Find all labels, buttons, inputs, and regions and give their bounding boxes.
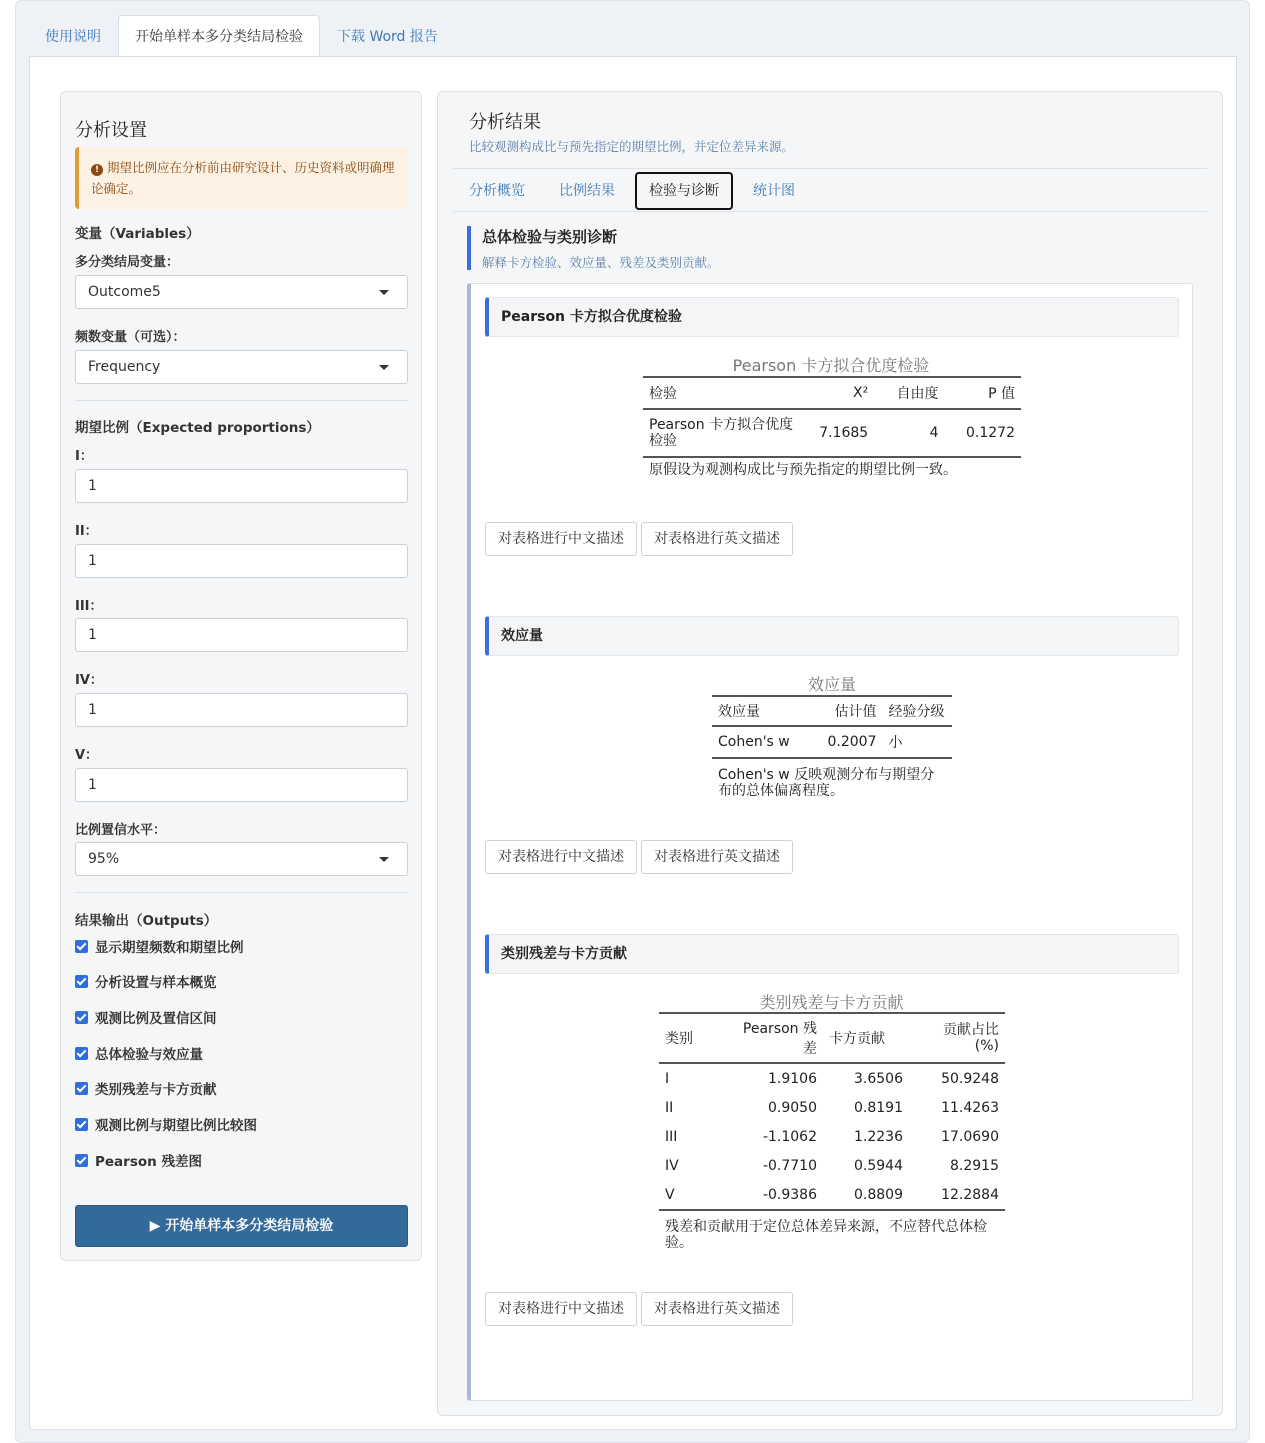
col-header: X² [804, 377, 874, 409]
prop-input-1[interactable] [75, 469, 408, 503]
sidebar-title: 分析设置 [75, 120, 147, 141]
table-cell: -0.9386 [723, 1180, 823, 1210]
checkbox-label: 类别残差与卡方贡献 [95, 1082, 217, 1098]
info-icon: ! [91, 164, 103, 176]
checkbox-checked-icon[interactable] [75, 1118, 88, 1131]
tab-run-test[interactable]: 开始单样本多分类结局检验 [118, 15, 320, 57]
output-checkbox-7[interactable] [75, 1151, 202, 1169]
tab-download-report[interactable]: 下载 Word 报告 [337, 29, 438, 45]
table-cell: 12.2884 [909, 1180, 1005, 1210]
table-note: 原假设为观测构成比与预先指定的期望比例一致。 [649, 462, 957, 478]
chisq-table-caption: Pearson 卡方拟合优度检验 [732, 356, 930, 375]
describe-cn-button[interactable]: 对表格进行中文描述 [485, 1292, 637, 1326]
col-header: 经验分级 [883, 696, 953, 726]
output-checkbox-5[interactable] [75, 1079, 217, 1097]
table-cell: 0.1272 [945, 409, 1021, 457]
frequency-select[interactable] [75, 350, 408, 384]
describe-en-button[interactable]: 对表格进行英文描述 [641, 840, 793, 874]
table-cell: II [665, 1099, 674, 1116]
prop-label-4: IV： [75, 673, 103, 688]
tab-plots[interactable]: 统计图 [753, 183, 795, 199]
table-cell: III [665, 1128, 678, 1145]
table-note: Cohen's w 反映观测分布与期望分布的总体偏离程度。 [718, 767, 935, 799]
table-cell: 0.2007 [822, 726, 883, 758]
frequency-value: Frequency [88, 359, 161, 375]
checkbox-checked-icon[interactable] [75, 940, 88, 953]
tab-instructions[interactable]: 使用说明 [45, 29, 101, 45]
table-cell: Pearson 卡方拟合优度检验 [643, 409, 804, 457]
col-header: 效应量 [712, 696, 822, 726]
results-panel [437, 91, 1223, 1416]
describe-en-button[interactable]: 对表格进行英文描述 [641, 1292, 793, 1326]
effect-table-caption: 效应量 [807, 675, 856, 694]
prop-label-1: I： [75, 449, 93, 464]
prop-label-5: V： [75, 748, 99, 763]
checkbox-checked-icon[interactable] [75, 1154, 88, 1167]
residual-table-caption: 类别残差与卡方贡献 [759, 993, 904, 1012]
checkbox-checked-icon[interactable] [75, 1011, 88, 1024]
table-cell: 0.9050 [768, 1099, 817, 1116]
table-cell: 0.8191 [854, 1099, 903, 1116]
results-subtitle: 比较观测构成比与预先指定的期望比例，并定位差异来源。 [469, 139, 795, 154]
residual-table [659, 1012, 1005, 1251]
col-header: 卡方贡献 [823, 1013, 909, 1063]
frequency-label: 频数变量（可选）： [75, 330, 186, 345]
col-header: P 值 [945, 377, 1021, 409]
table-cell: 小 [883, 726, 953, 758]
prop-label-3: III： [75, 599, 103, 614]
expected-proportions-heading: 期望比例（Expected proportions） [75, 420, 320, 436]
prop-label-2: II： [75, 524, 98, 539]
table-cell: Cohen's w [712, 726, 822, 758]
checkbox-checked-icon[interactable] [75, 975, 88, 988]
table-cell: 3.6506 [854, 1070, 903, 1087]
checkbox-label: Pearson 残差图 [95, 1154, 202, 1170]
table-cell: 11.4263 [941, 1099, 999, 1116]
table-cell: 8.2915 [950, 1157, 999, 1174]
table-cell: IV [665, 1157, 679, 1174]
chevron-down-icon [379, 857, 389, 862]
table-cell: 0.8809 [823, 1180, 909, 1210]
describe-cn-button[interactable]: 对表格进行中文描述 [485, 840, 637, 874]
section-heading [467, 226, 720, 270]
describe-cn-button[interactable]: 对表格进行中文描述 [485, 522, 637, 556]
col-header: 估计值 [822, 696, 883, 726]
tab-tests-diagnostics[interactable]: 检验与诊断 [635, 172, 733, 210]
chisq-describe-buttons [485, 522, 793, 556]
divider [75, 400, 408, 401]
checkbox-label: 总体检验与效应量 [95, 1047, 203, 1063]
checkbox-checked-icon[interactable] [75, 1082, 88, 1095]
col-header: 自由度 [874, 377, 944, 409]
effect-table [712, 695, 952, 799]
chisq-table [643, 376, 1021, 478]
settings-sidebar [60, 91, 422, 1261]
ci-select[interactable] [75, 842, 408, 876]
table-cell: -1.1062 [762, 1128, 817, 1145]
table-cell: 1.2236 [854, 1128, 903, 1145]
run-test-button[interactable]: ▶ 开始单样本多分类结局检验 [75, 1205, 408, 1247]
checkbox-checked-icon[interactable] [75, 1047, 88, 1060]
warning-alert [75, 147, 408, 209]
effect-card-header: 效应量 [485, 616, 1179, 656]
top-tab-bar [28, 15, 455, 57]
table-cell: 0.5944 [854, 1157, 903, 1174]
residual-describe-buttons [485, 1292, 793, 1326]
warning-text: 期望比例应在分析前由研究设计、历史资料或明确理论确定。 [91, 160, 395, 196]
section-title: 总体检验与类别诊断 [482, 228, 618, 246]
describe-en-button[interactable]: 对表格进行英文描述 [641, 522, 793, 556]
divider [453, 211, 1207, 212]
results-tab-bar [453, 172, 1207, 212]
output-checkbox-4[interactable] [75, 1044, 203, 1062]
checkbox-label: 观测比例及置信区间 [95, 1011, 217, 1027]
chevron-down-icon [379, 365, 389, 370]
table-cell: V [659, 1180, 723, 1210]
effect-describe-buttons [485, 840, 793, 874]
tab-proportions[interactable]: 比例结果 [559, 183, 615, 199]
main-panel [29, 56, 1237, 1430]
table-cell: 17.0690 [941, 1128, 999, 1145]
chevron-down-icon [379, 290, 389, 295]
table-cell: 7.1685 [804, 409, 874, 457]
table-cell: I [665, 1070, 670, 1087]
table-cell: 50.9248 [941, 1070, 999, 1087]
prop-input-3[interactable] [75, 618, 408, 652]
output-checkbox-6[interactable] [75, 1115, 257, 1133]
prop-input-2[interactable] [75, 544, 408, 578]
results-title: 分析结果 [469, 112, 541, 133]
checkbox-label: 分析设置与样本概览 [95, 975, 217, 991]
tab-overview[interactable]: 分析概览 [469, 183, 525, 199]
table-cell: -0.7710 [762, 1157, 817, 1174]
variables-heading: 变量（Variables） [75, 226, 200, 242]
col-header: 类别 [659, 1013, 723, 1063]
diagnostics-content [467, 283, 1193, 1401]
section-subtitle: 解释卡方检验、效应量、残差及类别贡献。 [482, 255, 720, 270]
outputs-heading: 结果输出（Outputs） [75, 913, 218, 929]
checkbox-label: 观测比例与期望比例比较图 [95, 1118, 257, 1134]
col-header: Pearson 残差 [723, 1013, 823, 1063]
table-cell: 4 [874, 409, 944, 457]
output-checkbox-1[interactable] [75, 937, 244, 955]
output-checkbox-3[interactable] [75, 1008, 217, 1026]
ci-label: 比例置信水平： [75, 823, 167, 838]
divider [75, 892, 408, 893]
ci-value: 95% [88, 851, 120, 867]
residual-card-header: 类别残差与卡方贡献 [485, 934, 1179, 974]
app-frame [15, 0, 1250, 1443]
prop-input-5[interactable] [75, 768, 408, 802]
table-cell: 1.9106 [768, 1070, 817, 1087]
outcome-value: Outcome5 [88, 284, 161, 300]
prop-input-4[interactable] [75, 693, 408, 727]
col-header: 检验 [643, 377, 804, 409]
divider [453, 168, 1207, 169]
outcome-label: 多分类结局变量： [75, 255, 180, 270]
col-header: 贡献占比 (%) [909, 1013, 1005, 1063]
checkbox-label: 显示期望频数和期望比例 [95, 940, 244, 956]
chisq-card-header: Pearson 卡方拟合优度检验 [485, 297, 1179, 337]
outcome-select[interactable] [75, 275, 408, 309]
table-note: 残差和贡献用于定位总体差异来源，不应替代总体检验。 [665, 1219, 987, 1251]
output-checkbox-2[interactable] [75, 972, 217, 990]
